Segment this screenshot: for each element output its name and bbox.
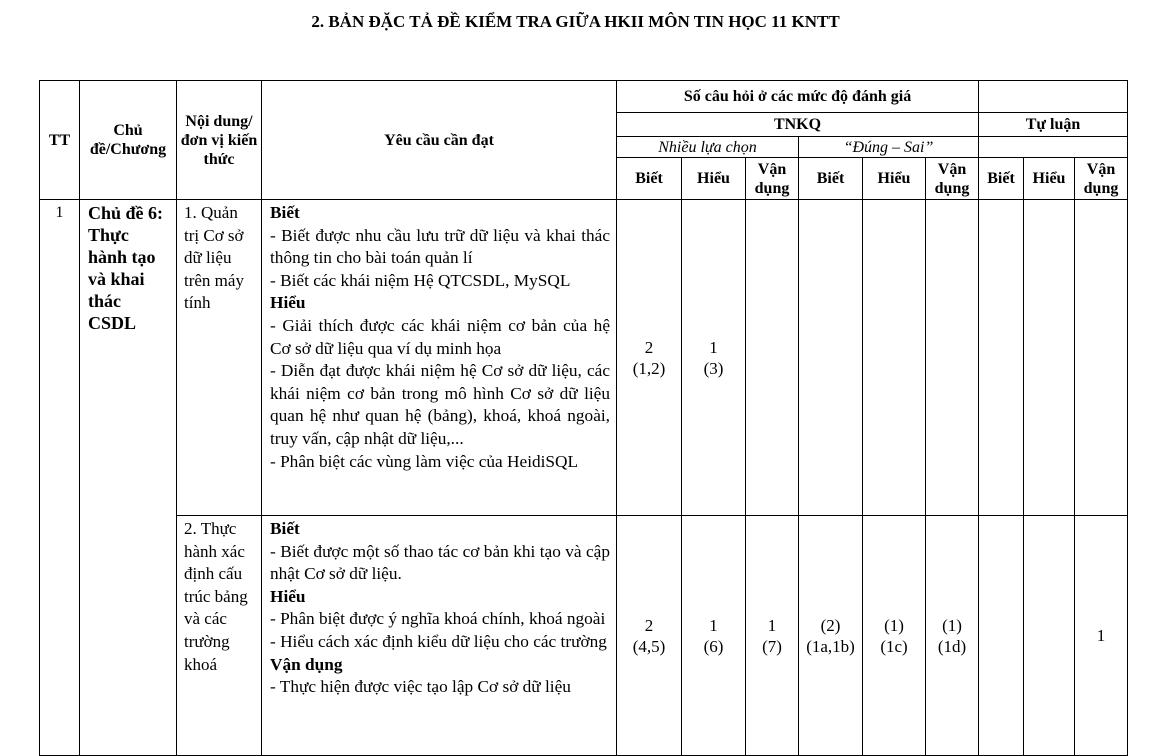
header-mc-van-dung: Vận dụng [746,158,799,200]
header-ds-biet: Biết [799,158,863,200]
yc-heading-biet: Biết [270,519,300,538]
cell-tl-van-dung: 1 [1075,516,1128,756]
count: 2 [644,615,654,635]
cell-ds-hieu [863,200,926,516]
yc-item: - Hiểu cách xác định kiểu dữ liệu cho các trường [270,631,607,651]
cell-ds-van-dung [926,516,979,756]
header-blank [979,81,1128,113]
cell-mc-van-dung [746,516,799,756]
specification-table [39,80,1128,756]
yc-item: - Biết được một số thao tác cơ bản khi tạo và cập nhật Cơ sở dữ liệu. [270,541,610,584]
header-ds-hieu: Hiểu [863,158,926,200]
header-yeu-cau: Yêu cầu cần đạt [262,81,617,200]
yc-heading-van-dung: Vận dụng [270,654,343,674]
header-chu-de: Chủ đề/Chương [80,81,177,200]
count: (1) [942,615,962,635]
cell-mc-biet [617,200,682,516]
question-ids: (3) [703,358,724,378]
yc-item: - Phân biệt được ý nghĩa khoá chính, khoá ngoài [270,609,606,629]
question-ids: (7) [762,636,782,656]
header-noi-dung: Nội dung/đơn vị kiến thức [177,81,262,200]
yc-item: - Biết các khái niệm Hệ QTCSDL, MySQL [270,270,571,290]
question-ids: (4,5) [632,636,666,656]
cell-tl-biet [979,200,1024,516]
yc-heading-hieu: Hiểu [270,586,306,606]
document-title: 2. BẢN ĐẶC TẢ ĐỀ KIỂM TRA GIỮA HKII MÔN TIN HỌC 11 KNTT [311,12,840,31]
count: (1) [884,615,904,635]
header-tt: TT [40,81,80,200]
yc-item: - Diễn đạt được khái niệm hệ Cơ sở dữ liệu, các khái niệm cơ bản trong mô hình Cơ sở dữ liệu quan hệ như quan hệ (bảng), khoá, khoá ngoài, truy vấn, cập nhật dữ liệu,... [270,361,610,448]
cell-mc-hieu [682,516,746,756]
header-tl-biet: Biết [979,158,1024,200]
yc-item: - Giải thích được các khái niệm cơ bản của hệ Cơ sở dữ liệu qua ví dụ minh họa [270,315,610,358]
question-ids: (1,2) [632,358,666,378]
row-noi-dung: 1. Quản trị Cơ sở dữ liệu trên máy tính [177,200,262,516]
cell-ds-hieu [863,516,926,756]
yc-item: - Biết được nhu cầu lưu trữ dữ liệu và khai thác thông tin cho bài toán quản lí [270,225,610,268]
question-ids: (1d) [937,636,967,656]
yc-item: - Phân biệt các vùng làm việc của HeidiSQL [270,451,579,471]
header-dung-sai: “Đúng – Sai” [799,137,979,158]
count: 1 [709,337,718,357]
cell-ds-biet [799,516,863,756]
table-row [40,516,1128,756]
cell-tl-biet [979,516,1024,756]
count: 1 [709,615,718,635]
row-noi-dung: 2. Thực hành xác định cấu trúc bảng và các trường khoá [177,516,262,756]
question-ids: (1c) [880,636,908,656]
table-row [40,200,1128,516]
header-ds-van-dung: Vận dụng [926,158,979,200]
header-tl-van-dung: Vận dụng [1075,158,1128,200]
cell-ds-biet [799,200,863,516]
cell-mc-biet [617,516,682,756]
header-so-cau-hoi: Số câu hỏi ở các mức độ đánh giá [617,81,979,113]
question-ids: (6) [703,636,724,656]
header-tu-luan-sub [979,137,1128,158]
count: 2 [644,337,654,357]
cell-tl-hieu [1024,200,1075,516]
yc-heading-biet: Biết [270,203,300,222]
cell-mc-van-dung [746,200,799,516]
header-mc-hieu: Hiểu [682,158,746,200]
cell-mc-hieu [682,200,746,516]
row-chu-de: Chủ đề 6: Thực hành tạo và khai thác CSDL [80,200,177,756]
count: 1 [767,615,777,635]
cell-tl-hieu [1024,516,1075,756]
header-tl-hieu: Hiểu [1024,158,1075,200]
cell-ds-van-dung [926,200,979,516]
row-tt: 1 [40,200,80,756]
row-yeu-cau [262,516,617,756]
yc-item: - Thực hiện được việc tạo lập Cơ sở dữ liệu [270,677,571,697]
yc-heading-hieu: Hiểu [270,293,306,313]
header-tnkq: TNKQ [617,113,979,137]
count: (2) [820,615,841,635]
header-nhieu-lua-chon: Nhiều lựa chọn [617,137,799,158]
question-ids: (1a,1b) [806,636,855,656]
row-yeu-cau [262,200,617,516]
header-mc-biet: Biết [617,158,682,200]
cell-tl-van-dung [1075,200,1128,516]
header-tu-luan: Tự luận [979,113,1128,137]
